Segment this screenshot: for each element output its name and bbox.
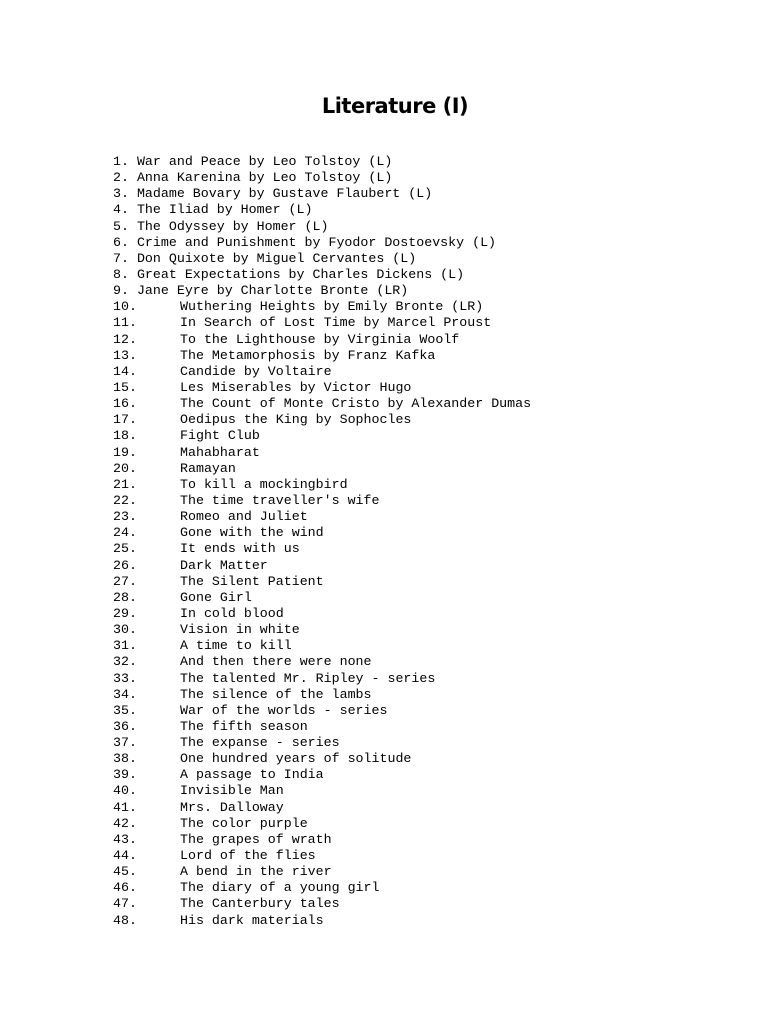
list-item xyxy=(113,461,531,477)
list-item-number: 1. xyxy=(113,154,137,169)
list-item-number: 14. xyxy=(113,363,137,379)
list-item-text: A time to kill xyxy=(180,638,292,654)
list-item-text: The diary of a young girl xyxy=(180,880,380,896)
list-item-text: Gone with the wind xyxy=(180,525,324,541)
list-item-number: 26. xyxy=(113,557,137,573)
list-item xyxy=(113,606,531,622)
list-item xyxy=(113,816,531,832)
list-item-text: Les Miserables by Victor Hugo xyxy=(180,379,412,395)
list-item xyxy=(113,703,531,719)
list-item xyxy=(113,348,531,364)
list-item-number: 45. xyxy=(113,864,137,880)
list-item-number: 24. xyxy=(113,525,137,541)
list-item-text: Anna Karenina by Leo Tolstoy (L) xyxy=(136,170,393,186)
list-item xyxy=(113,880,531,896)
list-item-number: 15. xyxy=(113,379,137,395)
list-item-text: The Metamorphosis by Franz Kafka xyxy=(180,347,436,363)
list-item-text: Vision in white xyxy=(180,622,300,638)
list-item xyxy=(113,719,531,735)
list-item-text: Jane Eyre by Charlotte Bronte (LR) xyxy=(136,283,409,299)
list-item xyxy=(113,396,531,412)
list-item-text: Great Expectations by Charles Dickens (L) xyxy=(136,266,465,282)
list-item-text: Wuthering Heights by Emily Bronte (LR) xyxy=(180,299,484,315)
list-item xyxy=(113,493,531,509)
list-item-number: 38. xyxy=(113,751,137,767)
list-item-number: 9. xyxy=(113,283,137,299)
list-item-text: To kill a mockingbird xyxy=(180,476,348,492)
list-item-text: Lord of the flies xyxy=(180,848,316,864)
list-item-text: The Silent Patient xyxy=(180,573,324,589)
list-item-text: Crime and Punishment by Fyodor Dostoevsky (L) xyxy=(136,234,497,250)
list-item xyxy=(113,913,531,929)
list-item-text: To the Lighthouse by Virginia Woolf xyxy=(180,331,460,347)
list-item-number: 23. xyxy=(113,509,137,525)
list-item-text: War and Peace by Leo Tolstoy (L) xyxy=(136,154,393,169)
list-item xyxy=(113,832,531,848)
list-item xyxy=(113,783,531,799)
list-item xyxy=(113,332,531,348)
list-item xyxy=(113,364,531,380)
list-item-number: 3. xyxy=(113,186,137,202)
list-item xyxy=(113,558,531,574)
list-item-text: One hundred years of solitude xyxy=(180,751,412,767)
list-item-text: His dark materials xyxy=(180,912,324,928)
list-item xyxy=(113,767,531,783)
list-item-text: The Canterbury tales xyxy=(180,896,340,912)
list-item-number: 20. xyxy=(113,460,137,476)
list-item-text: The silence of the lambs xyxy=(180,686,372,702)
list-item-number: 17. xyxy=(113,412,137,428)
list-item-number: 18. xyxy=(113,428,137,444)
list-item-number: 10. xyxy=(113,299,137,315)
list-item xyxy=(113,671,531,687)
list-item-number: 4. xyxy=(113,202,137,218)
list-item xyxy=(113,687,531,703)
list-item xyxy=(113,315,531,331)
list-item xyxy=(113,896,531,912)
list-item-number: 37. xyxy=(113,735,137,751)
list-item-text: Mrs. Dalloway xyxy=(180,799,284,815)
list-item-number: 35. xyxy=(113,702,137,718)
list-item xyxy=(113,622,531,638)
list-item xyxy=(113,848,531,864)
list-item-number: 16. xyxy=(113,396,137,412)
list-item-number: 44. xyxy=(113,848,137,864)
list-item-text: The grapes of wrath xyxy=(180,831,332,847)
list-item-number: 39. xyxy=(113,767,137,783)
list-item-text: The color purple xyxy=(180,815,308,831)
list-item-number: 34. xyxy=(113,686,137,702)
list-item xyxy=(113,267,531,283)
list-item-number: 5. xyxy=(113,218,137,234)
list-item-text: In Search of Lost Time by Marcel Proust xyxy=(180,315,492,331)
list-item-text: The Odyssey by Homer (L) xyxy=(136,218,329,234)
list-item-number: 7. xyxy=(113,250,137,266)
list-item xyxy=(113,525,531,541)
list-item-text: The time traveller's wife xyxy=(180,492,380,508)
list-item xyxy=(113,574,531,590)
list-item-text: Invisible Man xyxy=(180,783,284,799)
list-item-number: 11. xyxy=(113,315,137,331)
list-item-number: 25. xyxy=(113,541,137,557)
list-item xyxy=(113,541,531,557)
list-item-text: Madame Bovary by Gustave Flaubert (L) xyxy=(136,186,433,202)
list-item-text: The talented Mr. Ripley - series xyxy=(180,670,436,686)
list-item-number: 40. xyxy=(113,783,137,799)
list-item-text: War of the worlds - series xyxy=(180,702,388,718)
list-item-number: 27. xyxy=(113,573,137,589)
list-item-number: 6. xyxy=(113,234,137,250)
list-item xyxy=(113,283,531,299)
list-item-text: Mahabharat xyxy=(180,444,260,460)
list-item-number: 22. xyxy=(113,492,137,508)
list-item xyxy=(113,735,531,751)
list-item-number: 36. xyxy=(113,718,137,734)
list-item xyxy=(113,154,531,170)
list-item-number: 30. xyxy=(113,622,137,638)
list-item xyxy=(113,412,531,428)
list-item xyxy=(113,202,531,218)
list-item-text: The Count of Monte Cristo by Alexander Dumas xyxy=(180,396,532,412)
list-item-number: 43. xyxy=(113,831,137,847)
list-item-number: 46. xyxy=(113,880,137,896)
list-item-number: 2. xyxy=(113,170,137,186)
list-item-number: 31. xyxy=(113,638,137,654)
list-item-number: 33. xyxy=(113,670,137,686)
list-item xyxy=(113,170,531,186)
list-item-text: A bend in the river xyxy=(180,864,332,880)
list-item-number: 28. xyxy=(113,589,137,605)
list-item xyxy=(113,509,531,525)
list-item xyxy=(113,251,531,267)
list-item xyxy=(113,638,531,654)
list-item-text: A passage to India xyxy=(180,767,324,783)
list-item-text: Gone Girl xyxy=(180,589,252,605)
list-item-text: In cold blood xyxy=(180,605,284,621)
list-item-number: 29. xyxy=(113,605,137,621)
list-item xyxy=(113,219,531,235)
list-item-number: 48. xyxy=(113,912,137,928)
list-item-text: Oedipus the King by Sophocles xyxy=(180,412,412,428)
page-title: Literature (I) xyxy=(321,94,469,118)
list-item xyxy=(113,800,531,816)
list-item-text: The fifth season xyxy=(180,718,308,734)
list-item xyxy=(113,380,531,396)
list-item-number: 41. xyxy=(113,799,137,815)
list-item xyxy=(113,590,531,606)
list-item-text: And then there were none xyxy=(180,654,372,670)
list-item-text: It ends with us xyxy=(180,541,300,557)
list-item xyxy=(113,864,531,880)
list-item-text: The expanse - series xyxy=(180,735,340,751)
list-item-number: 19. xyxy=(113,444,137,460)
book-list xyxy=(113,154,531,929)
list-item-text: Dark Matter xyxy=(180,557,268,573)
list-item-text: The Iliad by Homer (L) xyxy=(136,202,313,218)
list-item-number: 21. xyxy=(113,476,137,492)
list-item xyxy=(113,477,531,493)
list-item xyxy=(113,751,531,767)
list-item-text: Don Quixote by Miguel Cervantes (L) xyxy=(136,250,417,266)
list-item xyxy=(113,235,531,251)
list-item-number: 32. xyxy=(113,654,137,670)
list-item xyxy=(113,428,531,444)
list-item-text: Fight Club xyxy=(180,428,260,444)
list-item-number: 13. xyxy=(113,347,137,363)
list-item-text: Candide by Voltaire xyxy=(180,363,332,379)
list-item-number: 42. xyxy=(113,815,137,831)
list-item xyxy=(113,186,531,202)
list-item-text: Romeo and Juliet xyxy=(180,509,308,525)
list-item-number: 8. xyxy=(113,266,137,282)
list-item xyxy=(113,654,531,670)
list-item-number: 12. xyxy=(113,331,137,347)
list-item-text: Ramayan xyxy=(180,460,236,476)
list-item xyxy=(113,299,531,315)
list-item xyxy=(113,445,531,461)
list-item-number: 47. xyxy=(113,896,137,912)
